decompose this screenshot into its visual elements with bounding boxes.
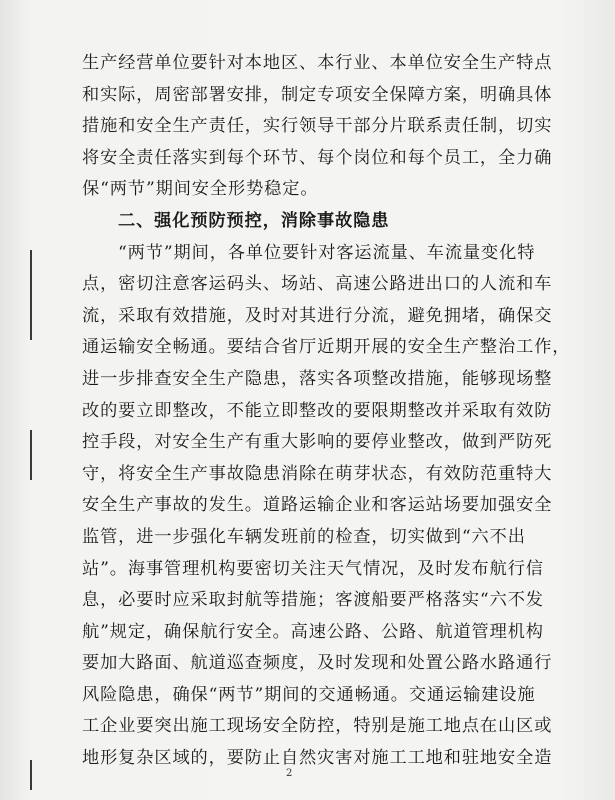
paragraph-line: 安全生产事故的发生。道路运输企业和客运站场要加强安全 xyxy=(82,495,553,516)
paragraph-line: 进一步排查安全生产隐患，落实各项整改措施，能够现场整 xyxy=(82,368,553,389)
paragraph-line: 站”。海事管理机构要密切关注天气情况，及时发布航行信 xyxy=(82,558,544,579)
paragraph-line: “两节”期间，各单位要针对客运流量、车流量变化特 xyxy=(118,242,536,263)
paragraph-line: 航”规定，确保航行安全。高速公路、公路、航道管理机构 xyxy=(82,621,544,642)
paragraph-line: 措施和安全生产责任，实行领导干部分片联系责任制，切实 xyxy=(82,116,553,137)
scan-edge-mark xyxy=(30,760,32,790)
body-text xyxy=(82,48,571,775)
paragraph-line: 息，必要时应采取封航等措施；客渡船要严格落实“六不发 xyxy=(82,590,544,611)
paragraph-line: 生产经营单位要针对本地区、本行业、本单位安全生产特点 xyxy=(82,53,553,73)
paragraph-line: 守，将安全生产事故隐患消除在萌芽状态，有效防范重特大 xyxy=(82,463,553,484)
paragraph-line: 工企业要突出施工现场安全防控，特别是施工地点在山区或 xyxy=(82,716,553,737)
paragraph-line: 改的要立即整改，不能立即整改的要限期整改并采取有效防 xyxy=(82,400,553,421)
paragraph-line: 要加大路面、航道巡查频度，及时发现和处置公路水路通行 xyxy=(82,653,553,674)
paragraph-line: 地形复杂区域的，要防止自然灾害对施工工地和驻地安全造 xyxy=(82,748,553,769)
paragraph-line: 点，密切注意客运码头、场站、高速公路进出口的人流和车 xyxy=(82,274,553,295)
paragraph-line: 控手段，对安全生产有重大影响的要停业整改，做到严防死 xyxy=(82,432,553,453)
scan-edge-mark xyxy=(30,430,32,480)
paragraph-line: 将安全责任落实到每个环节、每个岗位和每个员工，全力确 xyxy=(82,147,553,168)
paragraph-line: 通运输安全畅通。要结合省厅近期开展的安全生产整治工作， xyxy=(82,337,571,358)
section-heading: 二、强化预防预控，消除事故隐患 xyxy=(118,210,390,231)
scan-edge-mark xyxy=(30,250,32,340)
paragraph-line: 和实际，周密部署安排，制定专项安全保障方案，明确具体 xyxy=(82,84,553,105)
paragraph-line: 风险隐患，确保“两节”期间的交通畅通。交通运输建设施 xyxy=(82,684,536,705)
page-number: 2 xyxy=(286,768,293,779)
paragraph-line: 流，采取有效措施，及时对其进行分流，避免拥堵，确保交 xyxy=(82,305,553,326)
paragraph-line: 监管，进一步强化车辆发班前的检查，切实做到“六不出 xyxy=(82,526,526,547)
paragraph-line: 保“两节”期间安全形势稳定。 xyxy=(82,179,319,200)
